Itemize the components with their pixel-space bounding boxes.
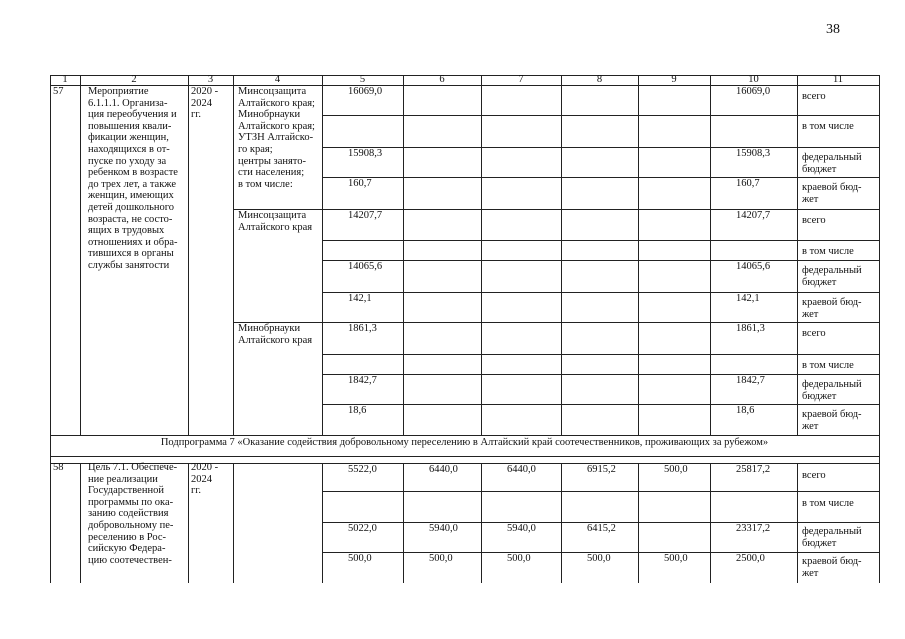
row58-name: Цель 7.1. Обеспече- ние реализации Государственной программы по ока- занию содействия добровольному пе- реселению в Рос- сийскую Федера- цию соотечествен- — [88, 462, 178, 566]
column-rule-7 — [481, 463, 482, 583]
column-header-11: 11 — [832, 74, 844, 85]
column-header-10: 10 — [748, 74, 759, 85]
row57-col5-value: 142,1 — [348, 293, 372, 304]
row57-col11-label: в том числе — [802, 360, 854, 371]
column-header-9: 9 — [671, 74, 677, 85]
row57-col10-value: 1861,3 — [736, 323, 765, 334]
column-rule-6 — [403, 463, 404, 583]
outer-rule — [50, 435, 51, 583]
row58-col8-value: 6915,2 — [587, 464, 616, 475]
column-rule-7 — [481, 75, 482, 435]
row57-col5-value: 1842,7 — [348, 375, 377, 386]
row57-col11-label: федеральный бюджет — [802, 379, 862, 402]
row58-col5-value: 5022,0 — [348, 523, 377, 534]
row58-col5-value: 5522,0 — [348, 464, 377, 475]
row57-col5-value: 160,7 — [348, 178, 372, 189]
column-rule-2 — [80, 75, 81, 435]
row58-number: 58 — [53, 462, 64, 473]
column-header-1: 1 — [62, 74, 68, 85]
row58-col6-value: 6440,0 — [429, 464, 458, 475]
row57-col11-label: в том числе — [802, 246, 854, 257]
row57-col11-label: краевой бюд- жет — [802, 409, 862, 432]
column-rule-8 — [561, 463, 562, 583]
row57-col10-value: 142,1 — [736, 293, 760, 304]
row57-col10-value: 18,6 — [736, 405, 755, 416]
row57-col5-value: 18,6 — [348, 405, 367, 416]
column-rule-2 — [80, 463, 81, 583]
row57-col5-value: 15908,3 — [348, 148, 383, 159]
row58-col8-value: 500,0 — [587, 553, 611, 564]
row58-col8-value: 6415,2 — [587, 523, 616, 534]
row57-col11-label: в том числе — [802, 121, 854, 132]
row57-executor-minsoc: Минсоцзащита Алтайского края — [238, 210, 313, 233]
row57-number: 57 — [53, 86, 64, 97]
row58-col10-value: 23317,2 — [736, 523, 771, 534]
row57-col10-value: 14207,7 — [736, 210, 771, 221]
column-header-4: 4 — [274, 74, 281, 85]
column-rule-4 — [233, 75, 234, 435]
column-rule-1 — [50, 75, 51, 435]
row57-col10-value: 1842,7 — [736, 375, 765, 386]
row57-col10-value: 16069,0 — [736, 86, 771, 97]
column-header-6: 6 — [439, 74, 445, 85]
column-header-3: 3 — [207, 74, 214, 85]
row57-col11-label: всего — [802, 328, 826, 339]
column-rule-9 — [638, 463, 639, 583]
column-rule-3 — [188, 75, 189, 435]
row57-col11-label: федеральный бюджет — [802, 265, 862, 288]
row57-executors: Минсоцзащита Алтайского края; Минобрнауки Алтайского края; УТЗН Алтайско- го края; центры занято- сти населения; в том числе: — [238, 86, 315, 190]
row58-col11-label: в том числе — [802, 498, 854, 509]
row57-name: Мероприятие 6.1.1.1. Организа- ция переобучения и повышения квали- фикации женщин, находящихся в от- пуске по уходу за ребенком в возрасте до трех лет, а также женщин, имеющих детей дошкольного возраста, не состо- ящих в трудовых отношениях и обра- тившихся в органы службы занятости — [88, 86, 178, 271]
row58-col7-value: 5940,0 — [507, 523, 536, 534]
row58-col9-value: 500,0 — [664, 553, 688, 564]
row57-col10-value: 15908,3 — [736, 148, 771, 159]
row58-col11-label: краевой бюд- жет — [802, 556, 862, 579]
row58-col7-value: 6440,0 — [507, 464, 536, 475]
row57-bottom-rule — [50, 435, 880, 436]
row58-col10-value: 25817,2 — [736, 464, 771, 475]
column-rule-11 — [797, 75, 798, 435]
row57-subrow-rule — [233, 322, 880, 323]
row57-col11-label: краевой бюд- жет — [802, 182, 862, 205]
row57-col11-label: всего — [802, 215, 826, 226]
row58-col11-label: федеральный бюджет — [802, 526, 862, 549]
column-header-7: 7 — [518, 74, 524, 85]
row57-col10-value: 160,7 — [736, 178, 760, 189]
page-number: 38 — [826, 22, 840, 37]
row57-col5-value: 1861,3 — [348, 323, 377, 334]
column-rule-3 — [188, 463, 189, 583]
row58-col5-value: 500,0 — [348, 553, 372, 564]
column-rule-11 — [797, 463, 798, 583]
subprogram-title: Подпрограмма 7 «Оказание содействия добровольному переселению в Алтайский край соотечественников, проживающих за рубежом» — [160, 437, 769, 448]
column-rule-6 — [403, 75, 404, 435]
row57-period: 2020 - 2024 гг. — [191, 86, 219, 121]
column-header-8: 8 — [596, 74, 603, 85]
row58-col10-value: 2500,0 — [736, 553, 765, 564]
row58-col11-label: всего — [802, 470, 826, 481]
row57-col11-label: федеральный бюджет — [802, 152, 862, 175]
row58-col6-value: 5940,0 — [429, 523, 458, 534]
column-rule-4 — [233, 463, 234, 583]
column-rule-9 — [638, 75, 639, 435]
column-rule-10 — [710, 75, 711, 435]
column-rule-5 — [322, 463, 323, 583]
column-rule-5 — [322, 75, 323, 435]
column-header-5: 5 — [359, 74, 366, 85]
row58-col9-value: 500,0 — [664, 464, 688, 475]
row58-period: 2020 - 2024 гг. — [191, 462, 219, 497]
row57-col11-label: краевой бюд- жет — [802, 297, 862, 320]
subprogram-bottom-rule — [50, 456, 880, 457]
row57-col5-value: 16069,0 — [348, 86, 383, 97]
row57-col5-value: 14065,6 — [348, 261, 383, 272]
row57-executor-minobr: Минобрнауки Алтайского края — [238, 323, 313, 346]
row58-col7-value: 500,0 — [507, 553, 531, 564]
row57-col10-value: 14065,6 — [736, 261, 771, 272]
row58-col6-value: 500,0 — [429, 553, 453, 564]
row57-col5-value: 14207,7 — [348, 210, 383, 221]
column-rule-8 — [561, 75, 562, 435]
row57-subrow-rule — [233, 209, 880, 210]
row57-col11-label: всего — [802, 91, 826, 102]
column-rule-10 — [710, 463, 711, 583]
column-header-2: 2 — [131, 74, 137, 85]
